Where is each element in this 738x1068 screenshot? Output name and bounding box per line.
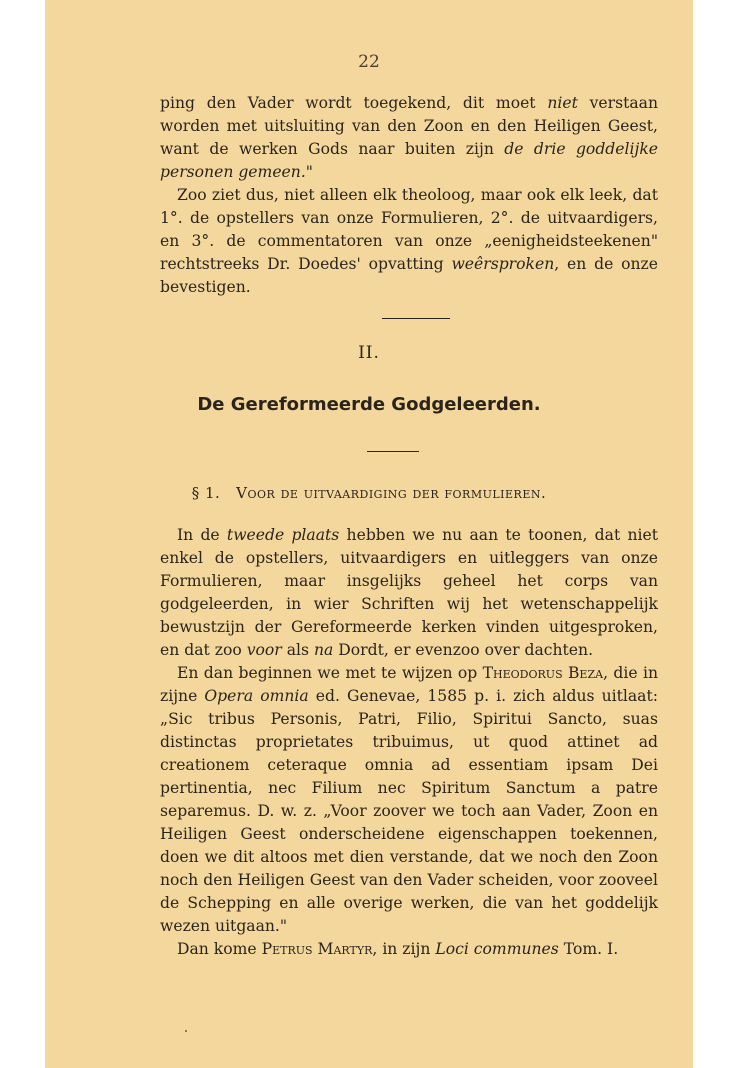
text-run: Dan kome <box>177 940 262 958</box>
paragraph-conclusion <box>160 184 658 299</box>
page-number: 22 <box>358 52 380 72</box>
italic-run: na <box>313 641 334 659</box>
section-title: Voor de uitvaardiging der formulieren. <box>236 484 547 502</box>
text-run: ping den Vader wordt toegekend, dit moet <box>160 94 548 112</box>
chapter-number: II. <box>358 343 380 363</box>
paragraph-intro <box>160 524 658 961</box>
text-run: , die in zijne <box>160 664 658 705</box>
text-run: Zoo ziet dus, niet alleen elk theoloog, maar ook elk leek, dat 1°. de opstellers van onze Formulieren, 2°. de uitvaardigers, en 3°. de commentatoren van onze „eenigheidsteekenen" rechtstreeks Dr. Doedes' opvatting <box>160 186 658 273</box>
italic-run: tweede plaats <box>226 526 340 544</box>
author-name: Petrus Martyr <box>261 940 373 958</box>
divider-bottom <box>367 451 419 452</box>
author-name: Theodorus Beza <box>482 664 604 682</box>
text-run: " <box>305 163 313 181</box>
italic-run: niet <box>547 94 578 112</box>
text-run: als <box>281 641 314 659</box>
section-heading <box>45 484 693 502</box>
text-run: , in zijn <box>372 940 436 958</box>
book-page <box>45 0 693 1068</box>
italic-run: de drie goddelijke personen gemeen. <box>160 140 658 181</box>
text-run: Dordt, er evenzoo over dachten. <box>333 641 594 659</box>
text-run: ed. Genevae, 1585 p. i. zich aldus uitlaat: „Sic tribus Personis, Patri, Filio, Spiritui Sancto, suas distinctas proprietates tribuimus, ut quod attinet ad creationem ceteraque omnia ad essentiam ipsam Dei pertinentia, nec Filium nec Spiritum Sanctum a patre separemus. D. w. z. „Voor zoover we toch aan Vader, Zoon en Heiligen Geest onderscheidene eigenschappen toekennen, doen we dit altoos met dien verstande, dat we noch den Zoon noch den Heiligen Geest van den Vader scheiden, voor zooveel de Schepping en alle overige werken, die van het goddelijk wezen uitgaan." <box>160 687 658 935</box>
text-run: hebben we nu aan te toonen, dat niet enkel de opstellers, uitvaardigers en uitleggers van onze Formulieren, maar insgelijks geheel het corps van godgeleerden, in wier Schriften wij het wetenschappelijk bewustzijn der Gereformeerde kerken vinden uitgesproken, en dat zoo <box>160 526 659 659</box>
divider-top <box>382 318 450 319</box>
text-run: In de <box>177 526 227 544</box>
section-symbol: § 1. <box>191 484 221 502</box>
text-run: En dan beginnen we met te wijzen op <box>177 664 483 682</box>
italic-run: weêrsproken <box>451 255 555 273</box>
speck-mark <box>185 1030 187 1032</box>
chapter-title: De Gereformeerde Godgeleerden. <box>197 394 541 415</box>
paragraph-continuation <box>160 92 658 184</box>
italic-run: Loci communes <box>435 940 559 958</box>
italic-run: Opera omnia <box>204 687 309 705</box>
text-run: verstaan worden met uitsluiting van den Zoon en den Heiligen Geest, want de werken Gods naar buiten zijn <box>160 94 658 158</box>
text-run: , en de onze bevestigen. <box>160 255 658 296</box>
text-run: Tom. I. <box>558 940 619 958</box>
italic-run: voor <box>246 641 282 659</box>
